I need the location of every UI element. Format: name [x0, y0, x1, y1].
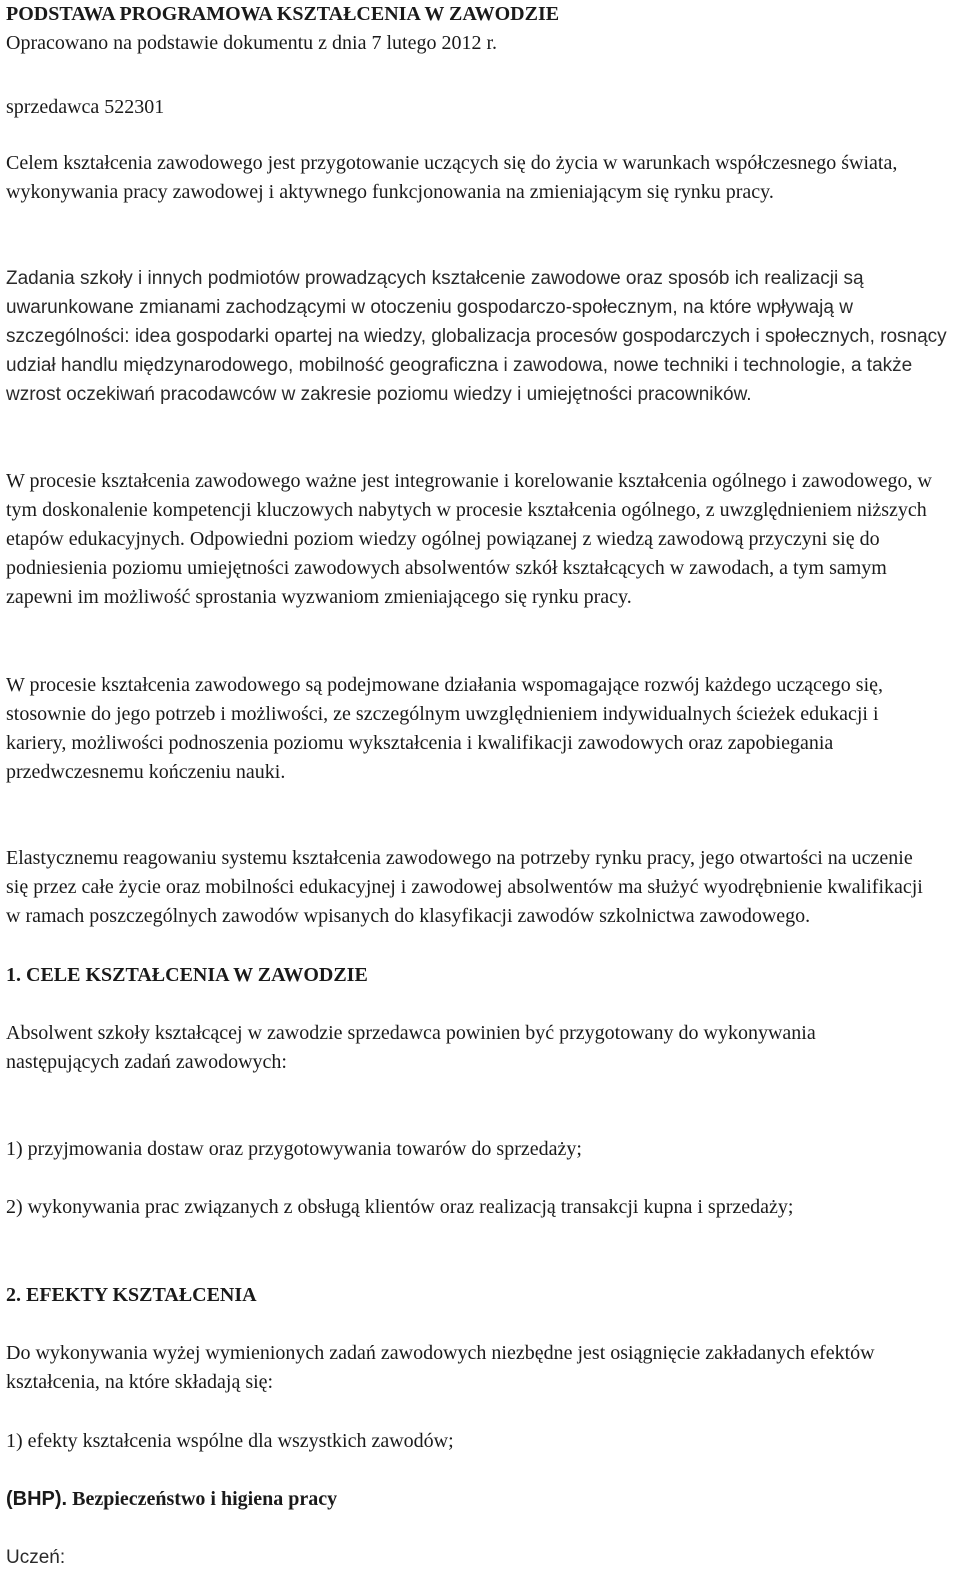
section-1-heading: 1. CELE KSZTAŁCENIA W ZAWODZIE [6, 964, 368, 986]
document-title: PODSTAWA PROGRAMOWA KSZTAŁCENIA W ZAWODZIE [6, 3, 560, 25]
section-1-intro: Absolwent szkoły kształcącej w zawodzie sprzedawca powinien być przygotowany do wykonywania następujących zadań zawodowych: [6, 1022, 816, 1073]
bhp-heading [6, 1485, 954, 1514]
section-2-item-1: 1) efekty kształcenia wspólne dla wszystkich zawodów; [6, 1430, 454, 1452]
section-2-heading: 2. EFEKTY KSZTAŁCENIA [6, 1284, 257, 1306]
paragraph-flexibility: Elastycznemu reagowaniu systemu kształcenia zawodowego na potrzeby rynku pracy, jego otwartości na uczenie się przez całe życie oraz mobilności edukacyjnej i zawodowej absolwentów ma służyć wyodrębnienie kwalifikacji w ramach poszczególnych zawodów wpisanych do klasyfikacji zawodów szkolnictwa zawodowego. [6, 847, 923, 927]
paragraph-tasks: Zadania szkoły i innych podmiotów prowadzących kształcenie zawodowe oraz sposób ich realizacji są uwarunkowane zmianami zachodzącymi w otoczeniu gospodarczo-społecznym, na które wpływają w szczególności: idea gospodarki opartej na wiedzy, globalizacja procesów gospodarczych i społecznych, rosnący udział handlu międzynarodowego, mobilność geograficzna i zawodowa, nowe techniki i technologie, a także wzrost oczekiwań pracodawców w zakresie poziomu wiedzy i umiejętności pracowników. [6, 268, 947, 405]
section-1-item-2: 2) wykonywania prac związanych z obsługą klientów oraz realizacją transakcji kupna i sprzedaży; [6, 1196, 794, 1218]
paragraph-goal: Celem kształcenia zawodowego jest przygotowanie uczących się do życia w warunkach współczesnego świata, wykonywania pracy zawodowej i aktywnego funkcjonowania na zmieniającym się rynku pracy. [6, 152, 898, 203]
bhp-code: (BHP). [6, 1488, 68, 1510]
student-label: Uczeń: [6, 1547, 66, 1568]
profession-code: sprzedawca 522301 [6, 96, 165, 118]
paragraph-development: W procesie kształcenia zawodowego są podejmowane działania wspomagające rozwój każdego uczącego się, stosownie do jego potrzeb i możliwości, ze szczególnym uwzględnieniem indywidualnych ścieżek edukacji i kariery, możliwości podnoszenia poziomu wykształcenia i kwalifikacji zawodowych oraz zapobiegania przedwczesnemu kończeniu nauki. [6, 674, 884, 783]
section-2-intro: Do wykonywania wyżej wymienionych zadań zawodowych niezbędne jest osiągnięcie zakładanych efektów kształcenia, na które składają się: [6, 1342, 875, 1393]
bhp-title: Bezpieczeństwo i higiena pracy [72, 1488, 338, 1510]
document-subtitle: Opracowano na podstawie dokumentu z dnia 7 lutego 2012 r. [6, 32, 497, 54]
paragraph-integration: W procesie kształcenia zawodowego ważne jest integrowanie i korelowanie kształcenia ogólnego i zawodowego, w tym doskonalenie kompetencji kluczowych nabytych w procesie kształcenia ogólnego, z uwzględnieniem niższych etapów edukacyjnych. Odpowiedni poziom wiedzy ogólnej powiązanej z wiedzą zawodową przyczyni się do podniesienia poziomu umiejętności zawodowych absolwentów szkół kształcących w zawodach, a tym samym zapewni im możliwość sprostania wyzwaniom zmieniającego się rynku pracy. [6, 470, 932, 608]
section-1-item-1: 1) przyjmowania dostaw oraz przygotowywania towarów do sprzedaży; [6, 1138, 582, 1160]
